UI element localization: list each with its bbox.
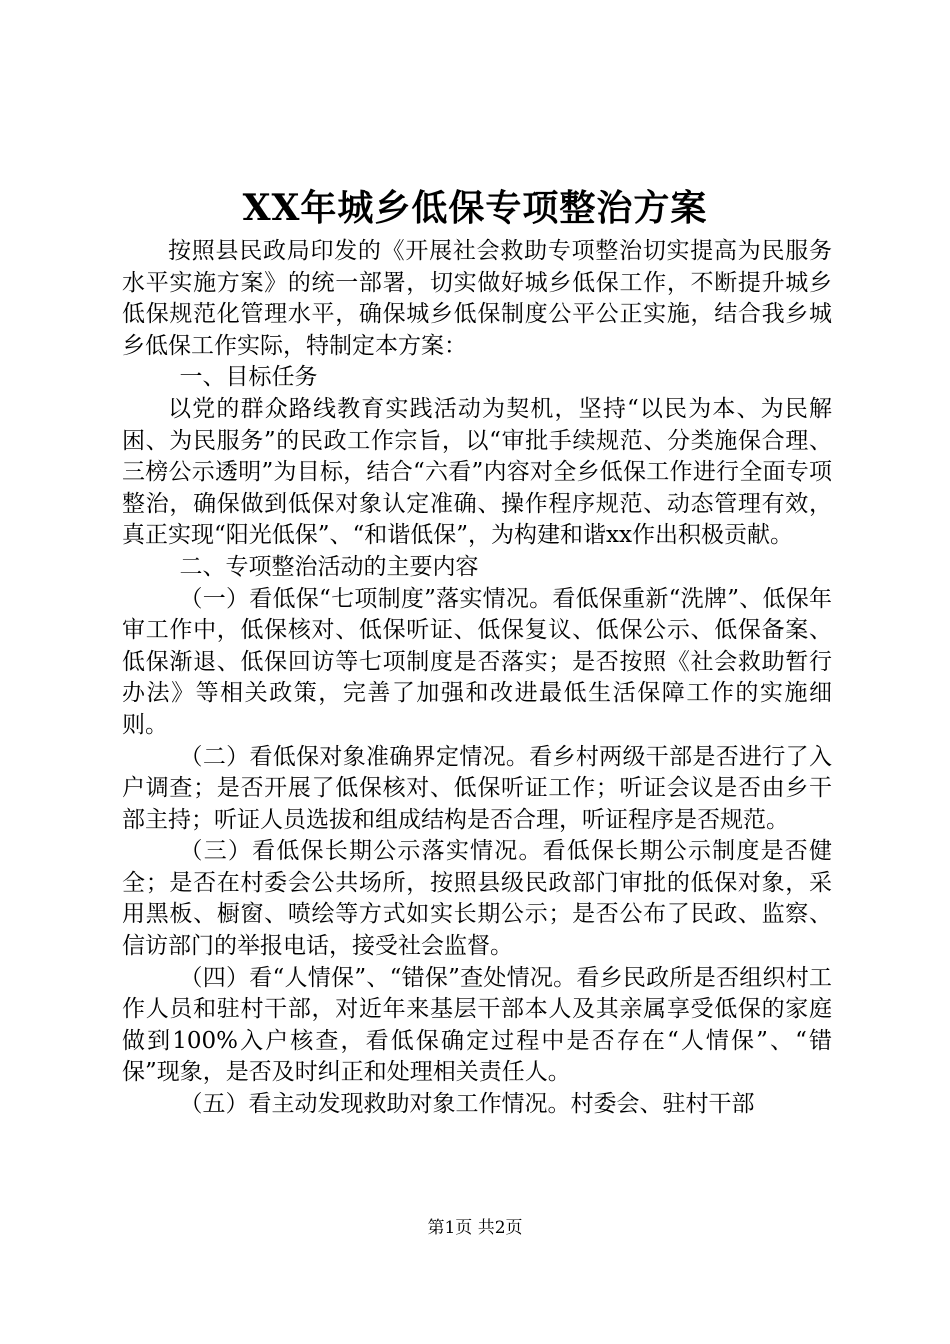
section-heading-goals: 一、目标任务 bbox=[179, 364, 318, 391]
goals-paragraph: 以党的群众路线教育实践活动为契机，坚持“以民为本、为民解困、为民服务”的民政工作宗旨，以“审批手续规范、分类施保合理、三榜公示透明”为目标，结合“六看”内容对全乡低保工作进行全面专项整治，确保做到低保对象认定准确、操作程序规范、动态管理有效，真正实现“阳光低保”、“和谐低保”，为构建和谐xx作出积极贡献。 bbox=[122, 395, 832, 549]
page-footer: 第1页 共2页 bbox=[427, 1218, 523, 1238]
item-paragraph-2: （二）看低保对象准确界定情况。看乡村两级干部是否进行了入户调查；是否开展了低保核对、低保听证工作；听证会议是否由乡干部主持；听证人员选拔和组成结构是否合理，听证程序是否规范。 bbox=[122, 743, 832, 833]
item-paragraph-4: （四）看“人情保”、“错保”查处情况。看乡民政所是否组织村工作人员和驻村干部，对近年来基层干部本人及其亲属享受低保的家庭做到100%入户核查，看低保确定过程中是否存在“人情保”、“错保”现象，是否及时纠正和处理相关责任人。 bbox=[122, 964, 832, 1086]
item-paragraph-3: （三）看低保长期公示落实情况。看低保长期公示制度是否健全；是否在村委会公共场所，按照县级民政部门审批的低保对象，采用黑板、橱窗、喷绘等方式如实长期公示；是否公布了民政、监察、信访部门的举报电话，接受社会监督。 bbox=[122, 838, 832, 960]
document-title: XX年城乡低保专项整治方案 bbox=[242, 187, 708, 229]
intro-paragraph: 按照县民政局印发的《开展社会救助专项整治切实提高为民服务水平实施方案》的统一部署，切实做好城乡低保工作，不断提升城乡低保规范化管理水平，确保城乡低保制度公平公正实施，结合我乡城乡低保工作实际，特制定本方案： bbox=[122, 238, 832, 359]
item-paragraph-5: （五）看主动发现救助对象工作情况。村委会、驻村干部 bbox=[179, 1091, 755, 1118]
section-heading-content: 二、专项整治活动的主要内容 bbox=[179, 553, 479, 580]
item-paragraph-1: （一）看低保“七项制度”落实情况。看低保重新“洗牌”、低保年审工作中，低保核对、低保听证、低保复议、低保公示、低保备案、低保渐退、低保回访等七项制度是否落实；是否按照《社会救助暂行办法》等相关政策，完善了加强和改进最低生活保障工作的实施细则。 bbox=[122, 585, 832, 738]
document-body bbox=[122, 236, 832, 1121]
